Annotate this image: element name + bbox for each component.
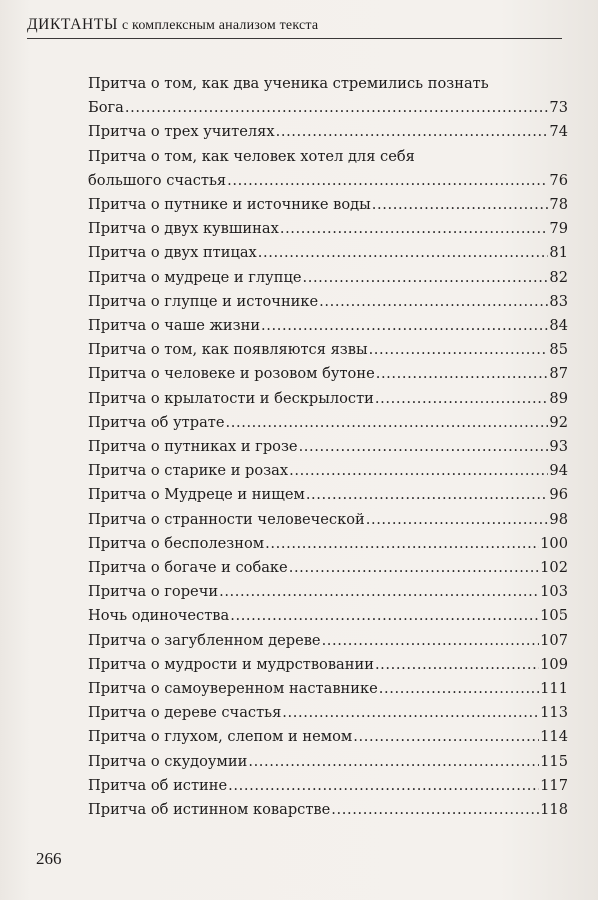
dot-leader — [306, 483, 549, 507]
dot-leader — [331, 798, 539, 822]
toc-entry-page: 109 — [540, 655, 568, 673]
toc-entry-page: 107 — [540, 631, 568, 649]
toc-entry-page: 89 — [549, 389, 568, 407]
toc-entry-row — [88, 435, 568, 459]
toc-entry-title: большого счастья — [88, 171, 227, 189]
toc-entry-row — [88, 338, 568, 362]
toc-entry — [88, 338, 568, 362]
page-number: 266 — [36, 849, 62, 868]
toc-entry-page: 81 — [549, 244, 568, 262]
toc-entry-row — [88, 556, 568, 580]
toc-entry-page: 79 — [549, 220, 568, 238]
dot-leader — [276, 120, 549, 144]
toc-entry-row — [88, 217, 568, 241]
dot-leader — [302, 266, 548, 290]
toc-entry-title: Притча о дереве счастья — [88, 704, 282, 722]
toc-entry-title: Притча о том, как появляются язвы — [88, 341, 368, 359]
dot-leader — [379, 677, 539, 701]
toc-entry — [88, 508, 568, 532]
toc-entry-title-line: Притча о том, как два ученика стремились познать — [88, 75, 489, 92]
dot-leader — [289, 459, 548, 483]
toc-entry-title-line: Притча о том, как человек хотел для себя — [88, 147, 415, 165]
toc-entry-page: 74 — [549, 123, 568, 141]
header-title: ДИКТАНТЫ — [27, 16, 118, 33]
dot-leader — [248, 750, 539, 774]
header-subtitle: с комплексным анализом текста — [121, 18, 319, 33]
dot-leader — [372, 193, 549, 217]
toc-entry-page: 111 — [540, 680, 568, 698]
toc-entry-title: Притча о самоуверенном наставнике — [88, 680, 378, 698]
toc-entry — [88, 314, 568, 338]
toc-entry — [88, 629, 568, 653]
toc-entry — [88, 72, 568, 120]
toc-entry-title: Притча о глухом, слепом и немом — [88, 728, 353, 746]
dot-leader — [289, 556, 539, 580]
dot-leader — [230, 604, 539, 628]
toc-entry — [88, 241, 568, 265]
toc-entry — [88, 387, 568, 411]
toc-entry-title: Притча о чаше жизни — [88, 317, 261, 335]
toc-entry-page: 117 — [540, 776, 568, 794]
toc-entry — [88, 580, 568, 604]
toc-entry-page: 96 — [549, 486, 568, 504]
toc-entry-title: Притча о путниках и грозе — [88, 438, 298, 456]
toc-entry-page: 83 — [549, 292, 568, 310]
toc-entry — [88, 677, 568, 701]
dot-leader — [369, 338, 549, 362]
toc-entry-title: Притча о двух кувшинах — [88, 220, 279, 238]
dot-leader — [227, 169, 548, 193]
toc-entry — [88, 483, 568, 507]
toc-entry-page: 102 — [540, 559, 568, 577]
toc-entry-page: 114 — [540, 728, 568, 746]
toc-entry — [88, 193, 568, 217]
toc-entry — [88, 725, 568, 749]
toc-entry — [88, 653, 568, 677]
toc-entry-page: 92 — [549, 413, 568, 431]
dot-leader — [225, 411, 548, 435]
toc-entry-page: 73 — [549, 99, 568, 117]
toc-entry-page: 85 — [549, 341, 568, 359]
toc-entry-row — [88, 604, 568, 628]
toc-entry-page: 103 — [540, 583, 568, 601]
dot-leader — [125, 96, 549, 120]
toc-entry-page: 115 — [540, 752, 568, 770]
toc-entry-row — [88, 241, 568, 265]
toc-entry-title: Притча об истинном коварстве — [88, 801, 331, 819]
toc-entry-page: 82 — [549, 268, 568, 286]
toc-entry — [88, 750, 568, 774]
toc-entry-row — [88, 653, 568, 677]
toc-entry-page: 118 — [540, 801, 568, 819]
toc-entry-title: Притча о старике и розах — [88, 462, 289, 480]
dot-leader — [375, 387, 549, 411]
dot-leader — [376, 362, 549, 386]
toc-entry — [88, 411, 568, 435]
toc-entry-row — [88, 387, 568, 411]
toc-entry-title: Притча о путнике и источнике воды — [88, 196, 371, 214]
toc-entry-title: Притча о глупце и источнике — [88, 292, 319, 310]
toc-entry-page: 87 — [549, 365, 568, 383]
toc-entry-title: Притча о странности человеческой — [88, 510, 365, 528]
toc-entry-title: Ночь одиночества — [88, 607, 230, 625]
toc-entry-row — [88, 290, 568, 314]
toc-entry-title: Притча о Мудреце и нищем — [88, 486, 305, 504]
toc-entry — [88, 556, 568, 580]
toc-entry-row — [88, 459, 568, 483]
dot-leader — [280, 217, 549, 241]
dot-leader — [228, 774, 539, 798]
toc-entry — [88, 145, 568, 193]
dot-leader — [265, 532, 539, 556]
dot-leader — [258, 241, 549, 265]
dot-leader — [375, 653, 539, 677]
toc-entry — [88, 217, 568, 241]
toc-entry-title: Притча об истине — [88, 776, 228, 794]
toc-entry-page: 93 — [549, 438, 568, 456]
toc-entry-row — [88, 120, 568, 144]
dot-leader — [366, 508, 549, 532]
toc-entry-title: Притча об утрате — [88, 413, 225, 431]
toc-entry — [88, 120, 568, 144]
dot-leader — [282, 701, 539, 725]
toc-entry-page: 98 — [549, 510, 568, 528]
toc-entry-row — [88, 701, 568, 725]
toc-entry-page: 76 — [549, 171, 568, 189]
toc-entry — [88, 459, 568, 483]
toc-entry-title: Притча о скудоумии — [88, 752, 248, 770]
toc-entry-row — [88, 483, 568, 507]
dot-leader — [353, 725, 539, 749]
toc-entry-row — [88, 725, 568, 749]
toc-entry-row — [88, 96, 568, 120]
toc-entry-row — [88, 532, 568, 556]
dot-leader — [299, 435, 549, 459]
toc-entry-row — [88, 508, 568, 532]
toc-entry-title: Бога — [88, 99, 124, 117]
toc-entry — [88, 362, 568, 386]
toc-entry-title: Притча о загубленном дереве — [88, 631, 321, 649]
toc-entry — [88, 532, 568, 556]
toc-entry — [88, 701, 568, 725]
toc-entry-row — [88, 798, 568, 822]
toc-entry-title: Притча о мудреце и глупце — [88, 268, 302, 286]
dot-leader — [219, 580, 539, 604]
dot-leader — [319, 290, 548, 314]
toc-entry-page: 100 — [540, 534, 568, 552]
toc-entry-row — [88, 169, 568, 193]
toc-entry-row — [88, 629, 568, 653]
toc-entry-row — [88, 362, 568, 386]
toc-entry-title: Притча о трех учителях — [88, 123, 275, 141]
toc-entry-page: 78 — [549, 196, 568, 214]
toc-entry — [88, 774, 568, 798]
table-of-contents — [88, 72, 568, 822]
toc-entry-row — [88, 411, 568, 435]
dot-leader — [322, 629, 540, 653]
running-header — [27, 16, 318, 34]
toc-entry-row — [88, 266, 568, 290]
toc-entry-row — [88, 750, 568, 774]
toc-entry — [88, 798, 568, 822]
toc-entry-page: 113 — [540, 704, 568, 722]
toc-entry — [88, 435, 568, 459]
toc-entry-row — [88, 774, 568, 798]
toc-entry-row — [88, 677, 568, 701]
dot-leader — [261, 314, 548, 338]
toc-entry-title: Притча о двух птицах — [88, 244, 257, 262]
toc-entry-page: 84 — [549, 317, 568, 335]
toc-entry-title: Притча о крылатости и бескрылости — [88, 389, 374, 407]
toc-entry-title: Притча о мудрости и мудрствовании — [88, 655, 374, 673]
toc-entry — [88, 604, 568, 628]
toc-entry-title: Притча о горечи — [88, 583, 219, 601]
header-rule — [27, 38, 562, 39]
toc-entry-row — [88, 580, 568, 604]
toc-entry-title: Притча о богаче и собаке — [88, 559, 288, 577]
toc-entry — [88, 266, 568, 290]
toc-entry-title: Притча о бесполезном — [88, 534, 265, 552]
toc-entry-row — [88, 193, 568, 217]
toc-entry-page: 105 — [540, 607, 568, 625]
toc-entry-title: Притча о человеке и розовом бутоне — [88, 365, 375, 383]
toc-entry-page: 94 — [549, 462, 568, 480]
toc-entry-row — [88, 314, 568, 338]
toc-entry — [88, 290, 568, 314]
